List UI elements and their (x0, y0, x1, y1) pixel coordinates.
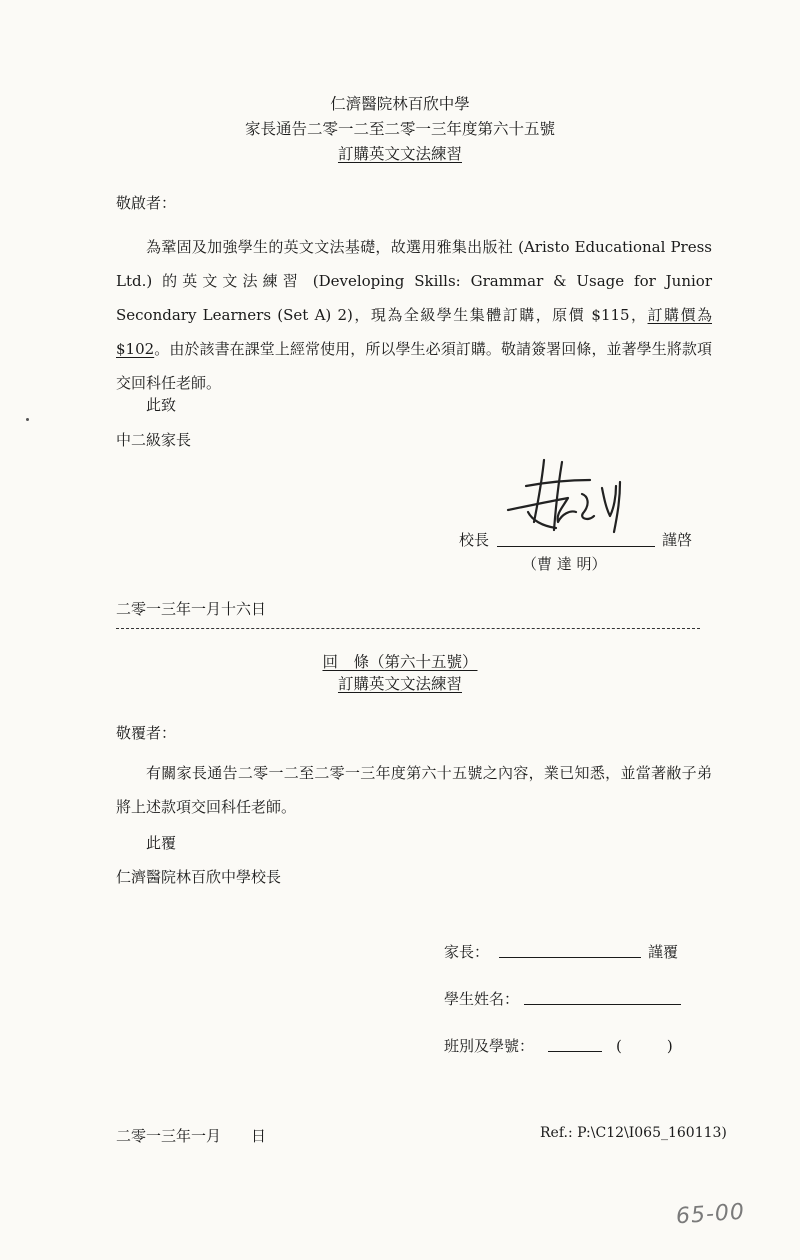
parent-signature-field[interactable] (499, 957, 641, 958)
reply-body: 有關家長通告二零一二至二零一三年度第六十五號之內容，業已知悉，並當著敝子弟將上述款項交回科任老師。 (116, 764, 712, 816)
reply-salutation: 敬覆者： (116, 724, 177, 742)
principal-name: （曹 達 明） (522, 555, 607, 573)
notice-subject-text: 訂購英文文法練習 (337, 145, 462, 163)
notice-subject (0, 142, 800, 164)
principal-signature (498, 452, 638, 544)
school-name: 仁濟醫院林百欣中學 (330, 95, 470, 113)
principal-signature-line (497, 546, 655, 547)
student-name-field[interactable] (524, 1004, 681, 1005)
reply-title (0, 650, 800, 672)
recipient: 中二級家長 (116, 431, 192, 449)
reply-date: 二零一三年一月 日 (116, 1127, 267, 1145)
parent-suffix: 謹覆 (648, 943, 679, 961)
letter-body-part-1: 為鞏固及加強學生的英文文法基礎，故選用雅集出版社 (Aristo Educational Press Ltd.) 的英文文法練習 (Developing Skills: Grammar & Usage for Junior Secondary Learners (Set A) 2)，現為全級學生集體訂購，原價 $115， (116, 238, 712, 324)
closing: 此致 (146, 396, 177, 414)
student-name-label: 學生姓名： (444, 990, 520, 1008)
scan-speck (26, 418, 29, 421)
handwritten-note: 65-00 (675, 1199, 746, 1230)
cut-line (116, 628, 700, 629)
class-number-label: 班別及學號： (444, 1037, 535, 1055)
principal-label: 校長 (459, 531, 490, 549)
reply-title-text: 回 條（第六十五號） (322, 653, 478, 671)
salutation: 敬啟者： (116, 194, 177, 212)
principal-suffix: 謹啓 (662, 531, 693, 549)
letter-body-part-3: 。由於該書在課堂上經常使用，所以學生必須訂購。敬請簽署回條，並著學生將款項交回科任老師。 (116, 340, 712, 392)
parent-label: 家長： (444, 943, 490, 961)
order-price: 訂購價為 $102 (116, 306, 712, 358)
reply-recipient: 仁濟醫院林百欣中學校長 (116, 868, 282, 886)
class-field[interactable] (548, 1051, 602, 1052)
student-number-field[interactable]: ( ) (616, 1037, 673, 1055)
reply-subject (0, 672, 800, 694)
reply-closing: 此覆 (146, 834, 177, 852)
reply-subject-text: 訂購英文文法練習 (337, 675, 462, 693)
letter-body (116, 230, 712, 400)
notice-date: 二零一三年一月十六日 (116, 600, 267, 618)
reference-code: Ref.: P:\C12\I065_160113) (540, 1125, 727, 1141)
notice-number: 家長通告二零一二至二零一三年度第六十五號 (244, 120, 555, 138)
